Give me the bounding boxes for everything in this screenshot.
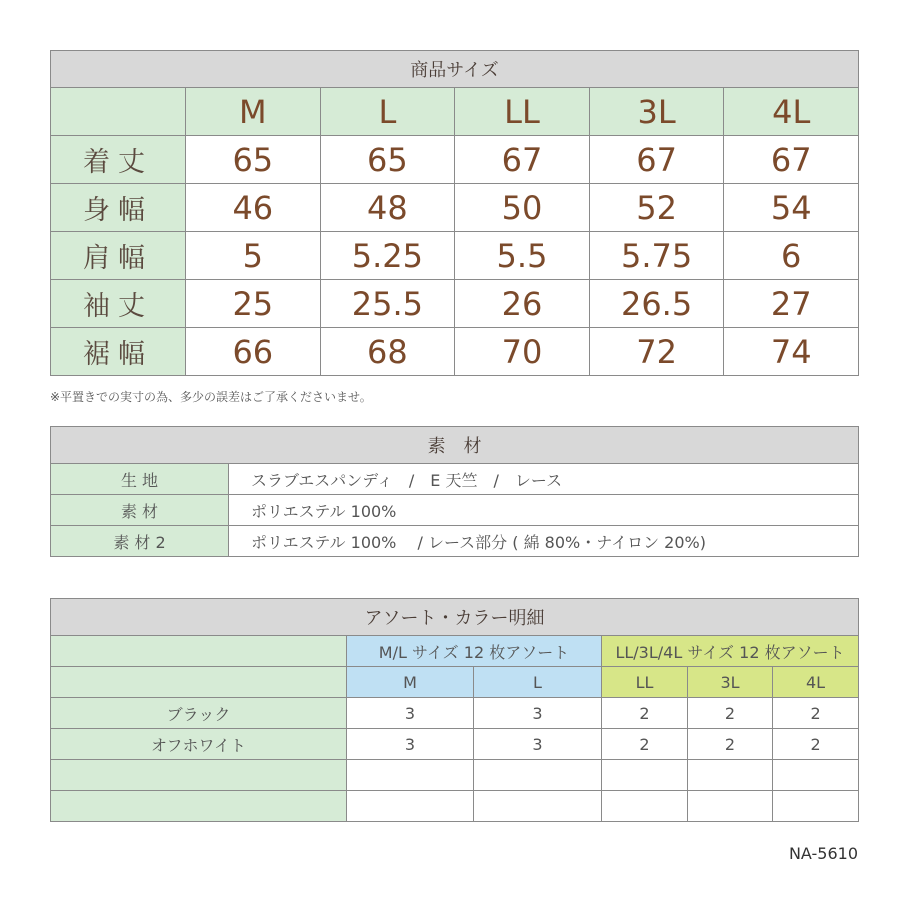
material-row-value: ポリエステル 100% xyxy=(229,495,859,526)
assort-cell xyxy=(773,760,859,791)
assort-group-ll3l4l: LL/3L/4L サイズ 12 枚アソート xyxy=(602,636,859,667)
assort-color-label: オフホワイト xyxy=(51,729,347,760)
size-cell: 26 xyxy=(455,280,590,328)
assort-cell: 3 xyxy=(474,698,602,729)
product-code: NA-5610 xyxy=(788,844,858,863)
material-table xyxy=(50,426,859,557)
size-col-3l: 3L xyxy=(589,88,724,136)
assort-row xyxy=(51,698,859,729)
size-cell: 25.5 xyxy=(320,280,455,328)
assort-cell xyxy=(474,791,602,822)
assort-row xyxy=(51,760,859,791)
size-row xyxy=(51,280,859,328)
size-row-label: 裾幅 xyxy=(51,328,186,376)
assort-table-title: アソート・カラー明細 xyxy=(51,599,859,636)
size-cell: 70 xyxy=(455,328,590,376)
size-row xyxy=(51,328,859,376)
material-row-value: スラブエスパンディ / E 天竺 / レース xyxy=(229,464,859,495)
assort-cell xyxy=(347,791,474,822)
size-cell: 26.5 xyxy=(589,280,724,328)
material-row xyxy=(51,526,859,557)
material-row xyxy=(51,495,859,526)
assort-color-label xyxy=(51,791,347,822)
size-cell: 67 xyxy=(455,136,590,184)
assort-size-4l: 4L xyxy=(773,667,859,698)
measurement-note: ※平置きでの実寸の為、多少の誤差はご了承くださいませ。 xyxy=(50,390,372,404)
assort-cell: 2 xyxy=(602,729,688,760)
assort-corner-cell xyxy=(51,636,347,667)
assort-color-label xyxy=(51,760,347,791)
size-table xyxy=(50,50,859,376)
assort-cell xyxy=(773,791,859,822)
assort-cell: 2 xyxy=(688,729,773,760)
size-col-m: M xyxy=(186,88,321,136)
assort-group-ml: M/L サイズ 12 枚アソート xyxy=(347,636,602,667)
size-row-label: 着丈 xyxy=(51,136,186,184)
size-cell: 5.25 xyxy=(320,232,455,280)
size-row xyxy=(51,184,859,232)
material-row-label: 素 材 2 xyxy=(51,526,229,557)
assort-cell: 2 xyxy=(688,698,773,729)
assort-cell xyxy=(602,760,688,791)
size-cell: 48 xyxy=(320,184,455,232)
assort-table xyxy=(50,598,859,822)
size-cell: 68 xyxy=(320,328,455,376)
assort-cell: 3 xyxy=(347,698,474,729)
assort-cell xyxy=(347,760,474,791)
assort-cell xyxy=(688,791,773,822)
size-cell: 66 xyxy=(186,328,321,376)
material-table-title: 素 材 xyxy=(51,427,859,464)
size-row xyxy=(51,136,859,184)
assort-size-m: M xyxy=(347,667,474,698)
size-cell: 25 xyxy=(186,280,321,328)
material-row xyxy=(51,464,859,495)
assort-size-3l: 3L xyxy=(688,667,773,698)
assort-size-l: L xyxy=(474,667,602,698)
assort-row xyxy=(51,729,859,760)
size-cell: 54 xyxy=(724,184,859,232)
size-cell: 52 xyxy=(589,184,724,232)
size-cell: 46 xyxy=(186,184,321,232)
size-col-ll: LL xyxy=(455,88,590,136)
assort-cell: 3 xyxy=(474,729,602,760)
size-row-label: 肩幅 xyxy=(51,232,186,280)
size-cell: 74 xyxy=(724,328,859,376)
material-row-value: ポリエステル 100% / レース部分 ( 綿 80%・ナイロン 20%) xyxy=(229,526,859,557)
assort-corner-cell xyxy=(51,667,347,698)
size-cell: 5.5 xyxy=(455,232,590,280)
size-cell: 5 xyxy=(186,232,321,280)
size-cell: 27 xyxy=(724,280,859,328)
assort-color-label: ブラック xyxy=(51,698,347,729)
size-corner-cell xyxy=(51,88,186,136)
size-cell: 67 xyxy=(589,136,724,184)
assort-cell: 2 xyxy=(602,698,688,729)
material-row-label: 生 地 xyxy=(51,464,229,495)
material-row-label: 素 材 xyxy=(51,495,229,526)
size-cell: 6 xyxy=(724,232,859,280)
size-col-4l: 4L xyxy=(724,88,859,136)
size-row xyxy=(51,232,859,280)
assort-cell xyxy=(474,760,602,791)
size-col-l: L xyxy=(320,88,455,136)
assort-cell: 2 xyxy=(773,698,859,729)
assort-cell xyxy=(688,760,773,791)
size-cell: 67 xyxy=(724,136,859,184)
assort-cell: 2 xyxy=(773,729,859,760)
size-cell: 65 xyxy=(320,136,455,184)
size-row-label: 袖丈 xyxy=(51,280,186,328)
size-cell: 72 xyxy=(589,328,724,376)
assort-cell xyxy=(602,791,688,822)
assort-cell: 3 xyxy=(347,729,474,760)
size-row-label: 身幅 xyxy=(51,184,186,232)
size-cell: 5.75 xyxy=(589,232,724,280)
assort-row xyxy=(51,791,859,822)
size-cell: 65 xyxy=(186,136,321,184)
size-cell: 50 xyxy=(455,184,590,232)
assort-size-ll: LL xyxy=(602,667,688,698)
size-table-title: 商品サイズ xyxy=(51,51,859,88)
